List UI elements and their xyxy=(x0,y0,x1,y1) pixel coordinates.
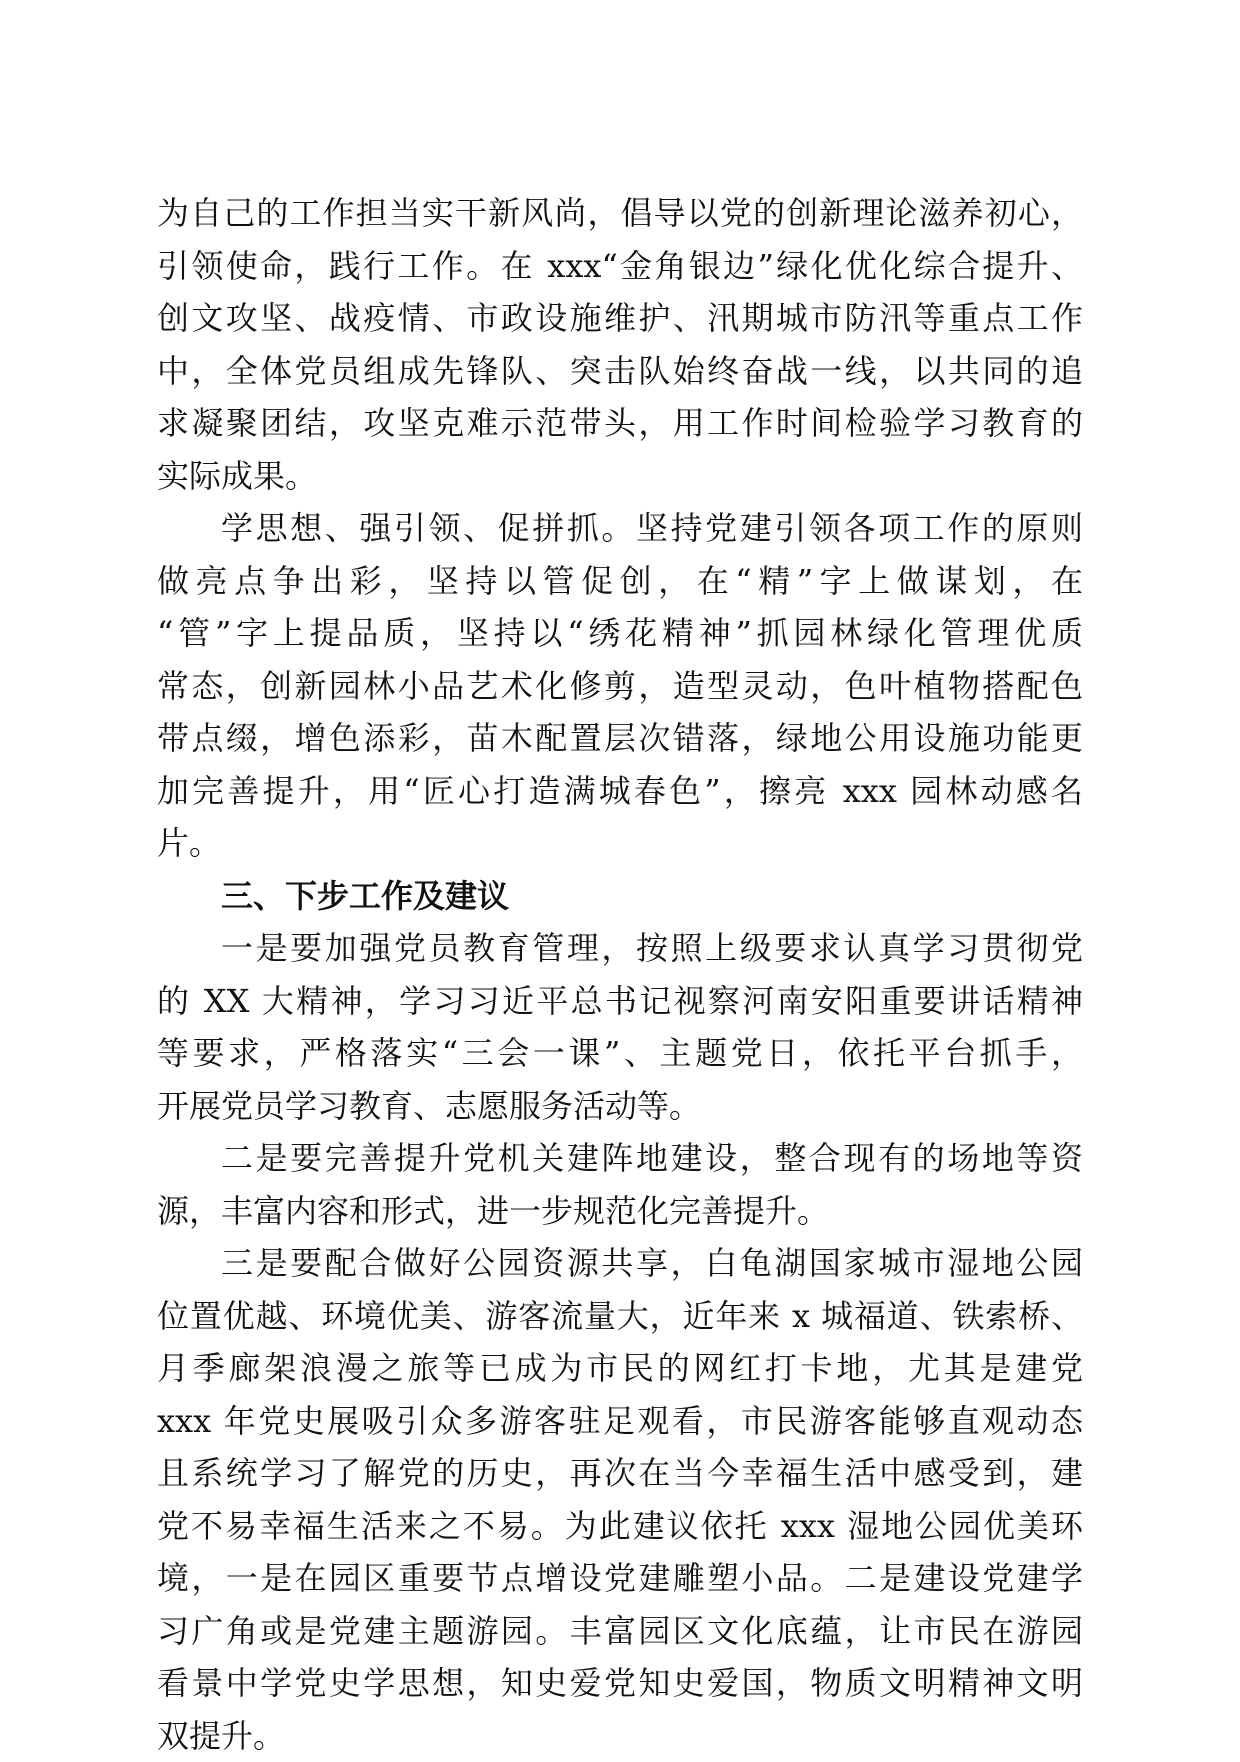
text-line: 为自己的工作担当实干新风尚，倡导以党的创新理论滋养初心， xyxy=(157,187,1083,240)
text-line: 引领使命，践行工作。在 xxx“金角银边”绿化优化综合提升、 xyxy=(157,240,1083,293)
text-line: 求凝聚团结，攻坚克难示范带头，用工作时间检验学习教育的 xyxy=(157,397,1083,450)
text-line: 等要求，严格落实“三会一课”、主题党日，依托平台抓手， xyxy=(157,1027,1083,1080)
text-line: 的 XX 大精神，学习习近平总书记视察河南安阳重要讲话精神 xyxy=(157,975,1083,1028)
text-line: 三是要配合做好公园资源共享，白龟湖国家城市湿地公园 xyxy=(157,1237,1083,1290)
text-line: 党不易幸福生活来之不易。为此建议依托 xxx 湿地公园优美环 xyxy=(157,1500,1083,1553)
paragraph-park-resources xyxy=(157,1237,1083,1762)
paragraph-party-education xyxy=(157,922,1083,1132)
text-line: 创文攻坚、战疫情、市政设施维护、汛期城市防汛等重点工作 xyxy=(157,292,1083,345)
text-line: 学思想、强引领、促拼抓。坚持党建引领各项工作的原则 xyxy=(157,502,1083,555)
text-line: “管”字上提品质，坚持以“绣花精神”抓园林绿化管理优质 xyxy=(157,607,1083,660)
text-line: 实际成果。 xyxy=(157,450,1083,503)
paragraph-continuation xyxy=(157,187,1083,502)
text-line: 中，全体党员组成先锋队、突击队始终奋战一线，以共同的追 xyxy=(157,345,1083,398)
text-line: 位置优越、环境优美、游客流量大，近年来 x 城福道、铁索桥、 xyxy=(157,1290,1083,1343)
text-line: 源，丰富内容和形式，进一步规范化完善提升。 xyxy=(157,1185,1083,1238)
text-line: 加完善提升，用“匠心打造满城春色”，擦亮 xxx 园林动感名 xyxy=(157,765,1083,818)
text-line: 一是要加强党员教育管理，按照上级要求认真学习贯彻党 xyxy=(157,922,1083,975)
text-line: 看景中学党史学思想，知史爱党知史爱国，物质文明精神文明 xyxy=(157,1657,1083,1710)
text-line: 开展党员学习教育、志愿服务活动等。 xyxy=(157,1080,1083,1133)
document-body xyxy=(157,187,1083,1762)
text-line: 做亮点争出彩，坚持以管促创，在“精”字上做谋划，在 xyxy=(157,555,1083,608)
text-line: 带点缀，增色添彩，苗木配置层次错落，绿地公用设施功能更 xyxy=(157,712,1083,765)
text-line: 习广角或是党建主题游园。丰富园区文化底蕴，让市民在游园 xyxy=(157,1605,1083,1658)
text-line: 双提升。 xyxy=(157,1710,1083,1762)
paragraph-position-building xyxy=(157,1132,1083,1237)
text-line: 且系统学习了解党的历史，再次在当今幸福生活中感受到，建 xyxy=(157,1447,1083,1500)
text-line: 二是要完善提升党机关建阵地建设，整合现有的场地等资 xyxy=(157,1132,1083,1185)
text-line: 片。 xyxy=(157,817,1083,870)
text-line: 常态，创新园林小品艺术化修剪，造型灵动，色叶植物搭配色 xyxy=(157,660,1083,713)
paragraph-study-thought xyxy=(157,502,1083,870)
text-line: xxx 年党史展吸引众多游客驻足观看，市民游客能够直观动态 xyxy=(157,1395,1083,1448)
text-line: 月季廊架浪漫之旅等已成为市民的网红打卡地，尤其是建党 xyxy=(157,1342,1083,1395)
section-heading: 三、下步工作及建议 xyxy=(157,870,1083,923)
text-line: 境，一是在园区重要节点增设党建雕塑小品。二是建设党建学 xyxy=(157,1552,1083,1605)
